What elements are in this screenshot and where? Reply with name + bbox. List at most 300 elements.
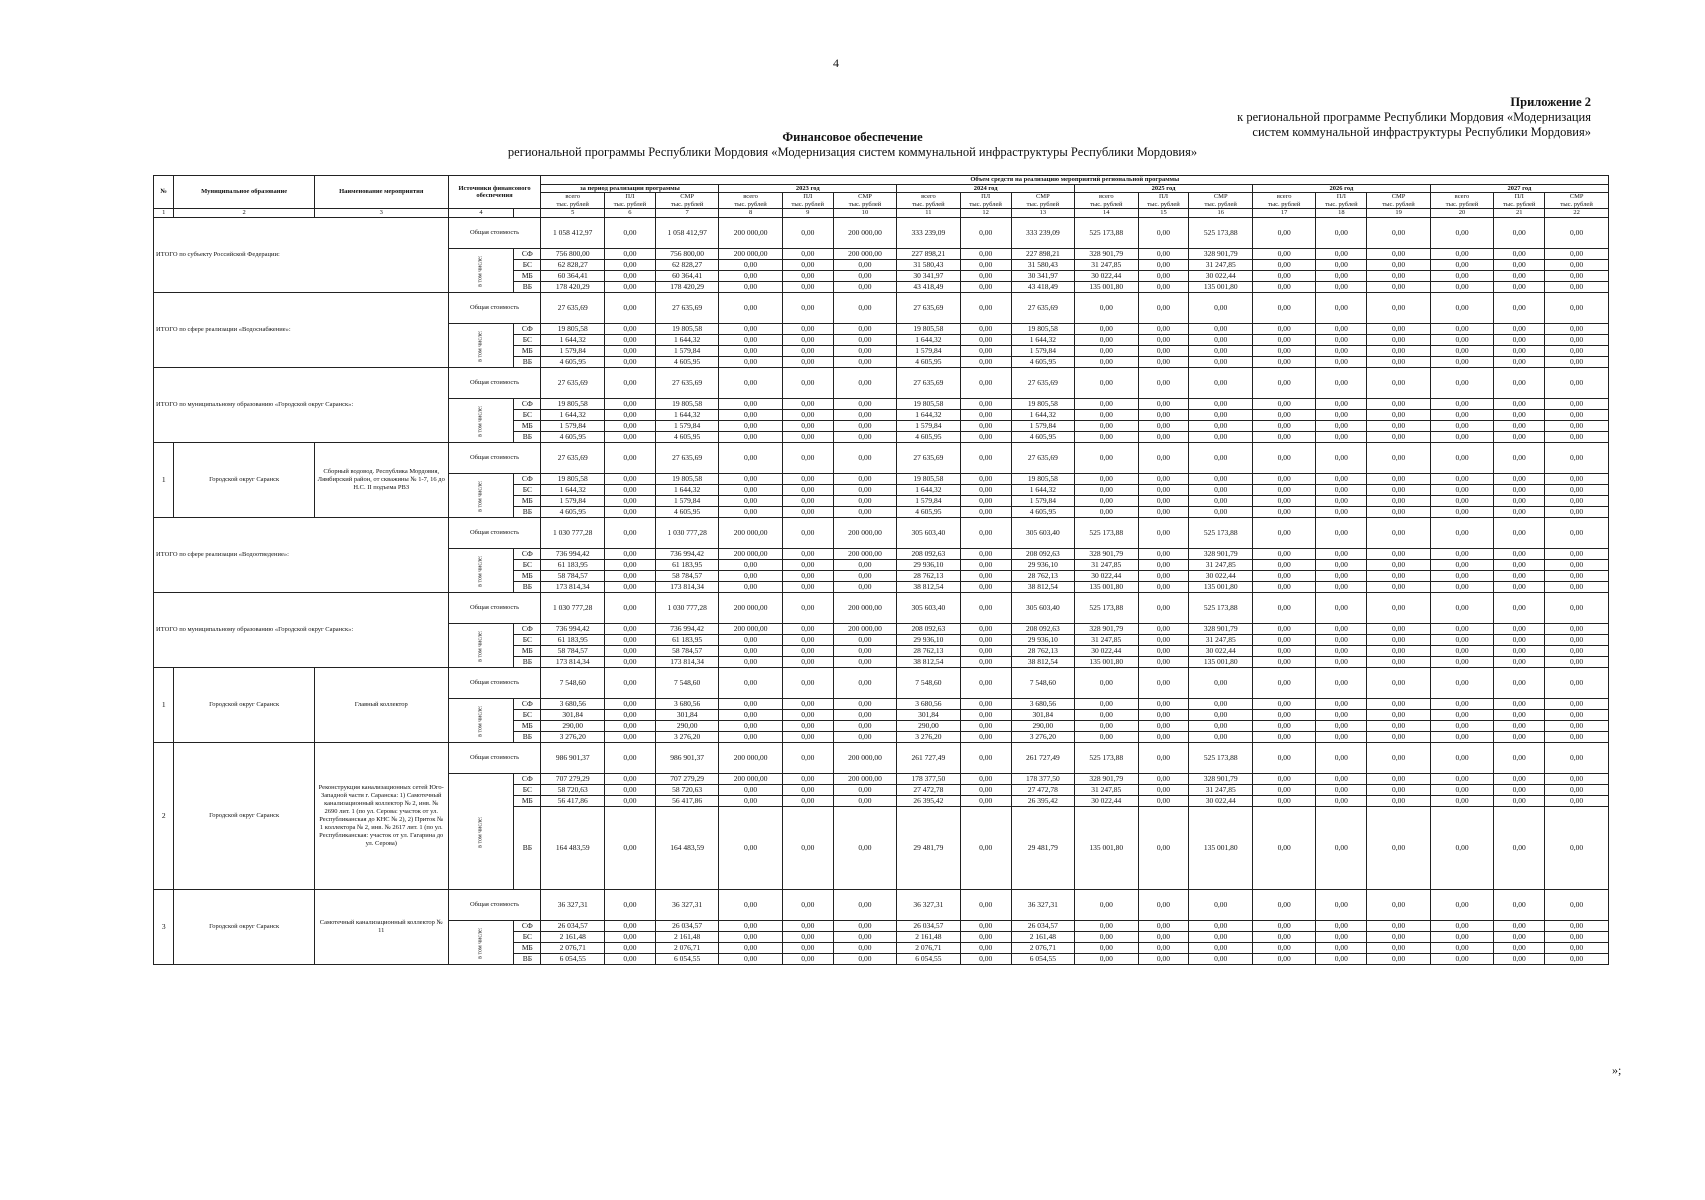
value-cell: 4 605,95 bbox=[897, 357, 960, 368]
value-cell: 305 603,40 bbox=[1011, 518, 1074, 549]
value-cell-zero: 0,00 bbox=[1367, 335, 1430, 346]
value-cell-zero: 0,00 bbox=[1367, 271, 1430, 282]
value-cell: 31 247,85 bbox=[1075, 260, 1138, 271]
source-label: СФ bbox=[514, 774, 541, 785]
value-cell-zero: 0,00 bbox=[1430, 932, 1493, 943]
value-cell: 0,00 bbox=[604, 710, 655, 721]
value-cell: 29 936,10 bbox=[1011, 560, 1074, 571]
value-cell: 38 812,54 bbox=[897, 657, 960, 668]
incl-label-vertical bbox=[448, 921, 514, 965]
value-cell-zero: 0,00 bbox=[1494, 443, 1545, 474]
value-cell-zero: 0,00 bbox=[1316, 421, 1367, 432]
value-cell-zero: 0,00 bbox=[1316, 249, 1367, 260]
value-cell: 0,00 bbox=[604, 357, 655, 368]
value-cell-zero: 0,00 bbox=[1316, 293, 1367, 324]
value-cell-zero: 0,00 bbox=[1430, 218, 1493, 249]
value-cell-zero: 0,00 bbox=[1316, 496, 1367, 507]
value-cell-zero: 0,00 bbox=[1367, 249, 1430, 260]
header-source: Источники финансового обеспечения bbox=[448, 176, 541, 209]
value-cell: 0,00 bbox=[833, 335, 896, 346]
value-cell-zero: 0,00 bbox=[1494, 410, 1545, 421]
value-cell: 200 000,00 bbox=[719, 249, 782, 260]
header-sub-label: ПЛ bbox=[803, 193, 813, 200]
value-cell: 1 644,32 bbox=[1011, 410, 1074, 421]
value-cell: 200 000,00 bbox=[719, 743, 782, 774]
value-cell: 0,00 bbox=[1138, 571, 1189, 582]
value-cell: 0,00 bbox=[782, 657, 833, 668]
document-heading bbox=[0, 130, 1705, 160]
value-cell: 0,00 bbox=[1138, 668, 1189, 699]
value-cell-zero: 0,00 bbox=[1252, 485, 1315, 496]
value-cell: 0,00 bbox=[833, 399, 896, 410]
source-label: СФ bbox=[514, 399, 541, 410]
value-cell-zero: 0,00 bbox=[1430, 368, 1493, 399]
value-cell: 0,00 bbox=[1075, 421, 1138, 432]
value-cell-zero: 0,00 bbox=[1545, 485, 1609, 496]
value-cell-zero: 0,00 bbox=[1545, 271, 1609, 282]
value-cell-zero: 0,00 bbox=[1252, 496, 1315, 507]
source-label: СФ bbox=[514, 549, 541, 560]
value-cell-zero: 0,00 bbox=[1494, 593, 1545, 624]
value-cell: 0,00 bbox=[960, 732, 1011, 743]
value-cell: 0,00 bbox=[960, 271, 1011, 282]
header-sub-0-2 bbox=[655, 193, 718, 209]
value-cell-zero: 0,00 bbox=[1316, 932, 1367, 943]
source-label: МБ bbox=[514, 571, 541, 582]
incl-label-vertical bbox=[448, 249, 514, 293]
value-cell: 0,00 bbox=[604, 943, 655, 954]
value-cell: 61 183,95 bbox=[655, 635, 718, 646]
value-cell: 0,00 bbox=[604, 260, 655, 271]
value-cell-zero: 0,00 bbox=[1545, 954, 1609, 965]
value-cell-zero: 0,00 bbox=[1367, 324, 1430, 335]
value-cell: 19 805,58 bbox=[1011, 474, 1074, 485]
value-cell-zero: 0,00 bbox=[1494, 218, 1545, 249]
value-cell: 200 000,00 bbox=[719, 774, 782, 785]
value-cell-zero: 0,00 bbox=[1252, 921, 1315, 932]
value-cell: 0,00 bbox=[719, 668, 782, 699]
value-cell: 1 579,84 bbox=[1011, 421, 1074, 432]
value-cell-zero: 0,00 bbox=[1494, 421, 1545, 432]
column-number: 9 bbox=[782, 209, 833, 218]
value-cell: 0,00 bbox=[1138, 346, 1189, 357]
value-cell: 0,00 bbox=[833, 432, 896, 443]
column-number: 12 bbox=[960, 209, 1011, 218]
value-cell: 27 635,69 bbox=[655, 368, 718, 399]
table-row bbox=[154, 518, 1609, 549]
value-cell-zero: 0,00 bbox=[1367, 890, 1430, 921]
value-cell: 0,00 bbox=[719, 560, 782, 571]
value-cell-zero: 0,00 bbox=[1316, 399, 1367, 410]
value-cell-zero: 0,00 bbox=[1367, 432, 1430, 443]
header-unit: тыс. рублей bbox=[1147, 200, 1180, 208]
value-cell: 0,00 bbox=[1138, 368, 1189, 399]
value-cell-zero: 0,00 bbox=[1430, 549, 1493, 560]
value-cell: 27 635,69 bbox=[541, 368, 604, 399]
value-cell: 31 580,43 bbox=[1011, 260, 1074, 271]
value-cell: 0,00 bbox=[833, 293, 896, 324]
value-cell: 29 936,10 bbox=[1011, 635, 1074, 646]
value-cell: 43 418,49 bbox=[897, 282, 960, 293]
value-cell: 0,00 bbox=[1075, 732, 1138, 743]
value-cell-zero: 0,00 bbox=[1545, 807, 1609, 890]
value-cell: 0,00 bbox=[1189, 699, 1252, 710]
value-cell: 0,00 bbox=[782, 785, 833, 796]
value-cell: 0,00 bbox=[1189, 890, 1252, 921]
header-unit: тыс. рублей bbox=[848, 200, 882, 208]
value-cell: 27 635,69 bbox=[655, 443, 718, 474]
value-cell-zero: 0,00 bbox=[1494, 346, 1545, 357]
value-cell-zero: 0,00 bbox=[1545, 668, 1609, 699]
total-cost-label: Общая стоимость bbox=[448, 668, 541, 699]
value-cell: 27 635,69 bbox=[541, 443, 604, 474]
value-cell-zero: 0,00 bbox=[1252, 474, 1315, 485]
value-cell-zero: 0,00 bbox=[1545, 432, 1609, 443]
value-cell: 0,00 bbox=[960, 443, 1011, 474]
value-cell-zero: 0,00 bbox=[1252, 549, 1315, 560]
value-cell: 4 605,95 bbox=[655, 357, 718, 368]
value-cell: 0,00 bbox=[604, 293, 655, 324]
header-sub-4-1 bbox=[1316, 193, 1367, 209]
value-cell-zero: 0,00 bbox=[1367, 774, 1430, 785]
value-cell: 31 247,85 bbox=[1075, 560, 1138, 571]
value-cell: 525 173,88 bbox=[1189, 593, 1252, 624]
value-cell: 0,00 bbox=[1189, 921, 1252, 932]
value-cell: 0,00 bbox=[960, 774, 1011, 785]
value-cell-zero: 0,00 bbox=[1367, 593, 1430, 624]
header-sub-2-2 bbox=[1011, 193, 1074, 209]
value-cell-zero: 0,00 bbox=[1494, 921, 1545, 932]
value-cell: 0,00 bbox=[1138, 218, 1189, 249]
value-cell-zero: 0,00 bbox=[1316, 721, 1367, 732]
value-cell: 178 420,29 bbox=[655, 282, 718, 293]
value-cell: 261 727,49 bbox=[897, 743, 960, 774]
value-cell-zero: 0,00 bbox=[1252, 954, 1315, 965]
header-volume: Объем средств на реализацию мероприятий региональной программы bbox=[541, 176, 1609, 185]
value-cell: 135 001,80 bbox=[1189, 582, 1252, 593]
value-cell: 0,00 bbox=[833, 507, 896, 518]
value-cell: 7 548,60 bbox=[655, 668, 718, 699]
header-sub-label: ПЛ bbox=[981, 193, 991, 200]
value-cell: 4 605,95 bbox=[655, 432, 718, 443]
value-cell-zero: 0,00 bbox=[1252, 743, 1315, 774]
header-sub-label: всего bbox=[1454, 193, 1470, 200]
value-cell-zero: 0,00 bbox=[1252, 324, 1315, 335]
value-cell: 0,00 bbox=[1189, 357, 1252, 368]
value-cell-zero: 0,00 bbox=[1545, 282, 1609, 293]
value-cell: 0,00 bbox=[833, 732, 896, 743]
value-cell: 0,00 bbox=[833, 560, 896, 571]
header-unit: тыс. рублей bbox=[1267, 200, 1301, 208]
value-cell: 0,00 bbox=[1075, 932, 1138, 943]
value-cell: 27 635,69 bbox=[897, 293, 960, 324]
value-cell-zero: 0,00 bbox=[1430, 785, 1493, 796]
value-cell: 0,00 bbox=[1138, 271, 1189, 282]
section-label: ИТОГО по муниципальному образованию «Городской округ Саранск»: bbox=[154, 593, 449, 668]
value-cell: 0,00 bbox=[833, 710, 896, 721]
value-cell: 0,00 bbox=[1138, 496, 1189, 507]
value-cell: 0,00 bbox=[960, 410, 1011, 421]
value-cell: 164 483,59 bbox=[541, 807, 604, 890]
value-cell: 0,00 bbox=[719, 399, 782, 410]
value-cell-zero: 0,00 bbox=[1316, 518, 1367, 549]
source-label: МБ bbox=[514, 796, 541, 807]
value-cell-zero: 0,00 bbox=[1494, 368, 1545, 399]
value-cell: 0,00 bbox=[782, 410, 833, 421]
header-unit: тыс. рублей bbox=[1502, 200, 1536, 208]
value-cell: 19 805,58 bbox=[1011, 324, 1074, 335]
value-cell-zero: 0,00 bbox=[1430, 699, 1493, 710]
value-cell-zero: 0,00 bbox=[1430, 624, 1493, 635]
value-cell: 0,00 bbox=[833, 282, 896, 293]
value-cell-zero: 0,00 bbox=[1545, 699, 1609, 710]
value-cell-zero: 0,00 bbox=[1430, 443, 1493, 474]
header-sub-5-1 bbox=[1494, 193, 1545, 209]
value-cell: 0,00 bbox=[782, 921, 833, 932]
value-cell: 0,00 bbox=[719, 699, 782, 710]
value-cell-zero: 0,00 bbox=[1252, 560, 1315, 571]
header-sub-0-1 bbox=[604, 193, 655, 209]
value-cell: 305 603,40 bbox=[897, 518, 960, 549]
value-cell: 1 644,32 bbox=[541, 335, 604, 346]
value-cell: 27 635,69 bbox=[897, 443, 960, 474]
value-cell: 305 603,40 bbox=[897, 593, 960, 624]
value-cell: 27 472,78 bbox=[897, 785, 960, 796]
value-cell: 30 022,44 bbox=[1189, 271, 1252, 282]
value-cell: 0,00 bbox=[960, 932, 1011, 943]
section-label: ИТОГО по субъекту Российской Федерации: bbox=[154, 218, 449, 293]
value-cell: 26 395,42 bbox=[897, 796, 960, 807]
value-cell: 0,00 bbox=[719, 368, 782, 399]
value-cell-zero: 0,00 bbox=[1367, 943, 1430, 954]
value-cell: 0,00 bbox=[960, 921, 1011, 932]
value-cell: 0,00 bbox=[1189, 710, 1252, 721]
value-cell: 19 805,58 bbox=[541, 324, 604, 335]
value-cell: 6 054,55 bbox=[655, 954, 718, 965]
value-cell-zero: 0,00 bbox=[1367, 443, 1430, 474]
value-cell: 19 805,58 bbox=[897, 399, 960, 410]
value-cell-zero: 0,00 bbox=[1494, 743, 1545, 774]
value-cell: 27 472,78 bbox=[1011, 785, 1074, 796]
value-cell-zero: 0,00 bbox=[1545, 732, 1609, 743]
value-cell: 0,00 bbox=[782, 635, 833, 646]
value-cell: 0,00 bbox=[604, 743, 655, 774]
value-cell-zero: 0,00 bbox=[1252, 432, 1315, 443]
value-cell: 0,00 bbox=[604, 443, 655, 474]
header-sub-2-1 bbox=[960, 193, 1011, 209]
value-cell-zero: 0,00 bbox=[1545, 743, 1609, 774]
value-cell-zero: 0,00 bbox=[1367, 507, 1430, 518]
header-unit: тыс. рублей bbox=[969, 200, 1002, 208]
value-cell: 0,00 bbox=[719, 932, 782, 943]
value-cell: 0,00 bbox=[604, 668, 655, 699]
value-cell-zero: 0,00 bbox=[1494, 785, 1545, 796]
column-number: 14 bbox=[1075, 209, 1138, 218]
value-cell-zero: 0,00 bbox=[1252, 785, 1315, 796]
value-cell-zero: 0,00 bbox=[1494, 668, 1545, 699]
municipality-name: Городской округ Саранск bbox=[174, 443, 315, 518]
value-cell: 0,00 bbox=[782, 890, 833, 921]
value-cell: 736 994,42 bbox=[541, 549, 604, 560]
value-cell: 1 644,32 bbox=[1011, 335, 1074, 346]
value-cell: 0,00 bbox=[782, 571, 833, 582]
value-cell: 28 762,13 bbox=[897, 646, 960, 657]
value-cell-zero: 0,00 bbox=[1545, 421, 1609, 432]
value-cell: 58 720,63 bbox=[541, 785, 604, 796]
value-cell: 0,00 bbox=[719, 324, 782, 335]
value-cell-zero: 0,00 bbox=[1430, 943, 1493, 954]
header-unit: тыс. рублей bbox=[1325, 200, 1358, 208]
table-row bbox=[154, 218, 1609, 249]
value-cell: 0,00 bbox=[833, 346, 896, 357]
value-cell: 6 054,55 bbox=[897, 954, 960, 965]
value-cell: 178 377,50 bbox=[1011, 774, 1074, 785]
value-cell-zero: 0,00 bbox=[1545, 346, 1609, 357]
header-sub-label: всего bbox=[743, 193, 758, 200]
value-cell: 36 327,31 bbox=[1011, 890, 1074, 921]
value-cell: 2 076,71 bbox=[541, 943, 604, 954]
value-cell: 0,00 bbox=[1075, 921, 1138, 932]
value-cell: 328 901,79 bbox=[1075, 624, 1138, 635]
value-cell-zero: 0,00 bbox=[1430, 635, 1493, 646]
value-cell-zero: 0,00 bbox=[1316, 657, 1367, 668]
value-cell: 31 247,85 bbox=[1189, 260, 1252, 271]
value-cell-zero: 0,00 bbox=[1316, 785, 1367, 796]
value-cell: 0,00 bbox=[604, 432, 655, 443]
column-number: 13 bbox=[1011, 209, 1074, 218]
header-sub-label: ПЛ bbox=[1158, 193, 1169, 200]
value-cell-zero: 0,00 bbox=[1252, 710, 1315, 721]
value-cell: 0,00 bbox=[1138, 249, 1189, 260]
value-cell: 0,00 bbox=[719, 732, 782, 743]
column-number: 16 bbox=[1189, 209, 1252, 218]
incl-label: в том числе: bbox=[477, 330, 484, 362]
value-cell: 19 805,58 bbox=[897, 324, 960, 335]
value-cell-zero: 0,00 bbox=[1494, 796, 1545, 807]
total-cost-label: Общая стоимость bbox=[448, 890, 541, 921]
municipality-name: Городской округ Саранск bbox=[174, 743, 315, 890]
value-cell-zero: 0,00 bbox=[1316, 271, 1367, 282]
value-cell: 0,00 bbox=[1189, 410, 1252, 421]
value-cell: 0,00 bbox=[960, 346, 1011, 357]
value-cell: 0,00 bbox=[782, 807, 833, 890]
value-cell: 200 000,00 bbox=[833, 743, 896, 774]
value-cell: 0,00 bbox=[782, 582, 833, 593]
source-label: ВБ bbox=[514, 282, 541, 293]
value-cell: 60 364,41 bbox=[541, 271, 604, 282]
value-cell: 26 034,57 bbox=[541, 921, 604, 932]
value-cell-zero: 0,00 bbox=[1367, 496, 1430, 507]
header-sub-label: всего bbox=[565, 193, 581, 200]
value-cell: 200 000,00 bbox=[833, 624, 896, 635]
header-sub-1-2 bbox=[833, 193, 896, 209]
value-cell: 0,00 bbox=[782, 710, 833, 721]
value-cell: 0,00 bbox=[833, 954, 896, 965]
value-cell: 0,00 bbox=[1189, 443, 1252, 474]
value-cell-zero: 0,00 bbox=[1316, 807, 1367, 890]
total-cost-label: Общая стоимость bbox=[448, 368, 541, 399]
value-cell: 0,00 bbox=[960, 743, 1011, 774]
measure-name: Реконструкция канализационных сетей Юго-Западной части г. Саранска: 1) Самотечный канализационный коллектор № 2, инв. № 2690 лит. 1 (по ул. Серова: участок от ул. Республиканская до КНС № 2), 2) Приток № 1 коллектора № 2, инв. № 2617 лит. 1 (по ул. Республиканская: участок от ул. Гагарина до ул. Серова) bbox=[314, 743, 448, 890]
value-cell: 0,00 bbox=[1189, 485, 1252, 496]
value-cell-zero: 0,00 bbox=[1367, 646, 1430, 657]
value-cell: 1 579,84 bbox=[541, 496, 604, 507]
value-cell: 27 635,69 bbox=[655, 293, 718, 324]
incl-label: в том числе: bbox=[477, 255, 484, 287]
value-cell: 0,00 bbox=[960, 549, 1011, 560]
value-cell: 0,00 bbox=[1138, 443, 1189, 474]
source-label: МБ bbox=[514, 496, 541, 507]
value-cell-zero: 0,00 bbox=[1252, 410, 1315, 421]
value-cell-zero: 0,00 bbox=[1430, 335, 1493, 346]
value-cell: 756 800,00 bbox=[541, 249, 604, 260]
value-cell: 29 936,10 bbox=[897, 635, 960, 646]
source-label: БС bbox=[514, 932, 541, 943]
value-cell: 0,00 bbox=[604, 218, 655, 249]
value-cell-zero: 0,00 bbox=[1494, 271, 1545, 282]
value-cell-zero: 0,00 bbox=[1252, 571, 1315, 582]
value-cell-zero: 0,00 bbox=[1252, 774, 1315, 785]
value-cell: 0,00 bbox=[960, 560, 1011, 571]
value-cell: 30 022,44 bbox=[1189, 646, 1252, 657]
value-cell-zero: 0,00 bbox=[1252, 507, 1315, 518]
value-cell-zero: 0,00 bbox=[1316, 549, 1367, 560]
header-sub-label: СМР bbox=[1569, 193, 1584, 200]
value-cell: 31 247,85 bbox=[1189, 785, 1252, 796]
value-cell: 0,00 bbox=[1138, 921, 1189, 932]
value-cell: 0,00 bbox=[604, 474, 655, 485]
value-cell: 0,00 bbox=[782, 346, 833, 357]
value-cell: 986 901,37 bbox=[655, 743, 718, 774]
value-cell: 2 161,48 bbox=[655, 932, 718, 943]
value-cell: 227 898,21 bbox=[1011, 249, 1074, 260]
value-cell-zero: 0,00 bbox=[1545, 582, 1609, 593]
value-cell-zero: 0,00 bbox=[1316, 410, 1367, 421]
value-cell-zero: 0,00 bbox=[1494, 474, 1545, 485]
value-cell: 1 579,84 bbox=[655, 346, 718, 357]
value-cell: 0,00 bbox=[782, 943, 833, 954]
value-cell: 0,00 bbox=[1138, 774, 1189, 785]
value-cell: 290,00 bbox=[655, 721, 718, 732]
value-cell-zero: 0,00 bbox=[1430, 721, 1493, 732]
value-cell: 1 644,32 bbox=[897, 410, 960, 421]
value-cell-zero: 0,00 bbox=[1430, 560, 1493, 571]
value-cell-zero: 0,00 bbox=[1316, 743, 1367, 774]
header-unit: тыс. рублей bbox=[1382, 200, 1415, 208]
value-cell-zero: 0,00 bbox=[1430, 432, 1493, 443]
value-cell: 19 805,58 bbox=[655, 399, 718, 410]
value-cell-zero: 0,00 bbox=[1252, 732, 1315, 743]
header-unit: тыс. рублей bbox=[1445, 200, 1479, 208]
value-cell: 0,00 bbox=[719, 921, 782, 932]
value-cell: 0,00 bbox=[782, 774, 833, 785]
value-cell-zero: 0,00 bbox=[1367, 582, 1430, 593]
value-cell: 27 635,69 bbox=[541, 293, 604, 324]
value-cell-zero: 0,00 bbox=[1494, 260, 1545, 271]
value-cell-zero: 0,00 bbox=[1367, 368, 1430, 399]
value-cell-zero: 0,00 bbox=[1494, 721, 1545, 732]
value-cell: 0,00 bbox=[833, 796, 896, 807]
value-cell: 0,00 bbox=[719, 485, 782, 496]
value-cell-zero: 0,00 bbox=[1367, 346, 1430, 357]
value-cell-zero: 0,00 bbox=[1430, 474, 1493, 485]
value-cell: 0,00 bbox=[1189, 943, 1252, 954]
value-cell: 0,00 bbox=[604, 785, 655, 796]
value-cell-zero: 0,00 bbox=[1316, 624, 1367, 635]
value-cell-zero: 0,00 bbox=[1430, 496, 1493, 507]
value-cell: 0,00 bbox=[782, 218, 833, 249]
value-cell: 26 034,57 bbox=[1011, 921, 1074, 932]
